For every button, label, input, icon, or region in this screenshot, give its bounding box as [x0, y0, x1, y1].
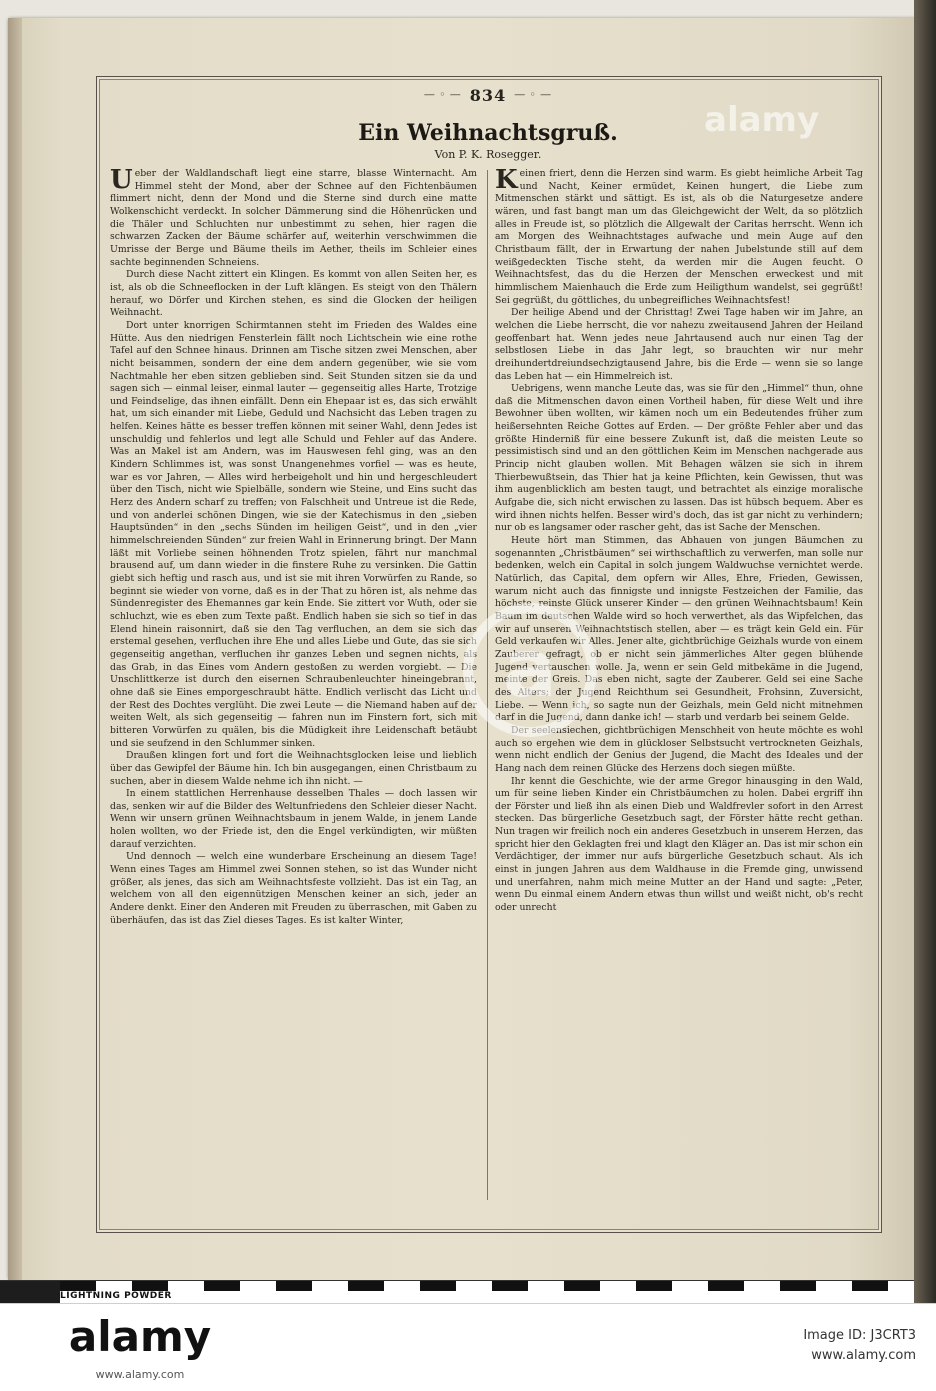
page-edge — [8, 18, 22, 1280]
watermark-letter: a — [503, 622, 557, 715]
paragraph: Dort unter knorrigen Schirmtannen steht im Frieden des Waldes eine Hütte. Aus den niedrigen Fensterlein fällt noch Lichtschein wie eine rothe Tafel auf den Schnee hinaus. Drinnen am Tische sitzen zwei Menschen, aber nicht beisammen, sondern der eine dem andern gegenüber, wie sie vom Nachtmahle her eben sitzen geblieben sind. Seit Stunden sitzen sie da und sagen sich — einmal leiser, einmal lauter — gegenseitig alles Harte, Trotzige und Feindselige, das ihnen einfällt. Denn ein Ehepaar ist es, das sich erwählt hat, um sich einander mit Liebe, Geduld und Nachsicht das Leben tragen zu helfen. Keines hätte es besser treffen können mit seiner Wahl, denn Jedes ist unschuldig und fehlerlos und legt alle Schuld und Fehler auf das Andere. Was an Makel ist am Andern, was im Hauswesen fehl ging, was an den Kindern Schlimmes ist, was sonst Unangenehmes vorfiel — was es heute, war es vor Jahren, — Alles wird herbeigeholt und hin und hergeschleudert über den Tisch, nicht wie Spielbälle, sondern wie Steine, und Eins sucht das Herz des Andern scharf zu treffen; von Falschheit und Untreue ist die Rede, und von anderlei schönen Dingen, wie sie der Katechismus in den „sieben Hauptsünden“ in den „sechs Sünden im heiligen Geist“, und in den „vier himmelschreienden Sünden“ zur freien Wahl in Erinnerung bringt. Der Mann läßt mit Vorliebe seinen höhnenden Trotz spielen, fährt nur manchmal brausend auf, um dann wieder in die finstere Ruhe zu versinken. Die Gattin giebt sich heftig und rasch aus, und ist sie mit ihren Vorwürfen zu Rande, so beginnt sie wieder von vorne, daß es in der That zu hören ist, als nehme das Sündenregister des Ehemannes gar kein Ende. Sie zittert vor Wuth, oder sie schluchzt, wie es eben zum Texte paßt. Endlich haben sie sich so tief in das Elend hinein raisonnirt, daß sie den Tag verfluchen, an dem sie sich das erstemal gesehen, verfluchen ihre Ehe und alles Liebe und Gute, das sie sich gegenseitig angethan, verfluchen ihr ganzes Leben und segnen nichts, als das Grab, in das Eines vom Andern gestoßen zu werden vorgiebt. — Die Unschlittkerze ist durch den eisernen Schraubenleuchter hineingebrannt, ohne daß sie Eines emporgeschraubt hätte. Endlich verlischt das Licht und der Rest des Dochtes verglüht. Die zwei Leute — die Niemand haben auf der weiten Welt, als sich gegenseitig — fahren nun im Finstern fort, sich mit bitteren Vorwürfen zu quälen, bis die Müdigkeit ihre Leidenschaft betäubt und sie seufzend in den Schlummer sinken. — [110, 319, 477, 749]
paragraph: Heute hört man Stimmen, das Abhauen von jungen Bäumchen zu sogenannten „Christbäumen“ sei wirthschaftlich zu verwerfen, man solle nur bedenken, welch ein Capital in solch jungem Waldwuchse vernichtet werde. Natürlich, das Capital, dem opfern wir Alles, Ehre, Frieden, Gewissen, warum nicht auch das finnigste und innigste Festzeichen der Familie, das höchste, reinste Glück unserer Kinder — den grünen Weihnachtsbaum! Kein Baum im deutschen Walde wird so hoch verwerthet, als das Wipfelchen, das wir auf unseren Weihnachtstisch stellen, aber — es trägt kein Geld ein. Für Geld verkaufen wir Alles. Jener alte, gichtbrüchige Geizhals wurde von einem Zauberer gefragt, ob er nicht sein jämmerliches Alter gegen blühende Jugend vertauschen wolle. Ja, wenn er sein Geld mitbekäme in die Jugend, meinte der Greis. Das eben nicht, sagte der Zauberer. Geld sei eine Sache des Alters; der Jugend Reichthum sei Gesundheit, Frohsinn, Zuversicht, Liebe. — Wenn ich, so sagte nun der Geizhals, mein Geld nicht mitnehmen darf in die Jugend, dann danke ich! — starb und verdarb bei seinem Gelde. — [495, 535, 863, 724]
scale-bar-block — [0, 1281, 60, 1303]
watermark-top: alamy — [704, 100, 820, 140]
alamy-url: www.alamy.com — [95, 1368, 185, 1381]
paragraph: Und dennoch — welch eine wunderbare Erscheinung an diesem Tage! Wenn eines Tages am Himmel zwei Sonnen stehen, so ist das Wunder nicht größer, als jenes, das sich am Weihnachtsfeste vollzieht. Das ist ein Tag, an welchem von all den eigennützigen Menschen keiner an sich, jeder an Andere denkt. Einer den Anderen mit Freuden zu überraschen, mit Gaben zu überhäufen, das ist das Ziel dieses Tages. Es ist kalter Winter, — [110, 851, 477, 926]
footer-meta — [803, 1326, 916, 1366]
scale-bar-label: LIGHTNING POWDER — [60, 1291, 172, 1301]
scale-bar-ticks — [60, 1281, 914, 1291]
left-column — [110, 168, 477, 1208]
footer-url: www.alamy.com — [811, 1348, 916, 1363]
column-divider — [487, 170, 488, 1200]
paragraph: Der seelensiechen, gichtbrüchigen Menschheit von heute möchte es wohl auch so ergehen wie dem in glückloser Selbstsucht vertrockneten Geizhals, wenn nicht endlich der Genius der Jugend, die Macht des Ideales und der Hang nach dem reinen Glücke des Herzens doch siegen müßte. — [495, 724, 863, 774]
paragraph: In einem stattlichen Herrenhause desselben Thales — doch lassen wir das, senken wir auf die Bilder des Weltunfriedens den Schleier dieser Nacht. Wenn wir unsern grünen Weihnachtsbaum in jenem Walde, in jenem Lande holen wollten, wo der Friede ist, den die Engel verkündigten, wir müßten darauf verzichten. — [110, 788, 477, 850]
paragraph: Uebrigens, wenn manche Leute das, was sie für den „Himmel“ thun, ohne daß die Mitmenschen davon einen Vortheil haben, für diese Welt und ihre Bewohner üben wollten, wir kämen noch um ein Bedeutendes früher zum heißersehnten Reiche Gottes auf Erden. — Der größte Fehler aber und das größte Hinderniß für eine bessere Zukunft ist, daß die meisten Leute so pessimistisch sind und an den göttlichen Keim im Menschen nachgerade aus Princip nicht glauben wollen. Mit Behagen wälzen sie sich in ihrem Thierbewußtsein, das Thier hat ja keine Pflichten, kein Gewissen, thut was ihm augenblicklich am besten taugt, und betrachtet als einzige moralische Aufgabe die, sich nicht erwischen zu lassen. Das ist hübsch bequem. Aber es wird ihnen nichts helfen. Besser wird's doch, das ist gar nicht zu verhindern; nur ob es langsamer oder rascher geht, das ist Sache der Menschen. — [495, 383, 863, 534]
paragraph: Ihr kennt die Geschichte, wie der arme Gregor hinausging in den Wald, um für seine lieben Kinder ein Christbäumchen zu holen. Dabei ergriff ihn der Förster und ließ ihn als einen Dieb und Waldfrevler sofort in den Arrest stecken. Das bürgerliche Gesetzbuch sagt, der Förster hätte recht gethan. Nun tragen wir freilich noch ein anderes Gesetzbuch in unserem Herzen, das spricht hier den Geklagten frei und klagt den Kläger an. Das ist mir schon ein Verdächtiger, der immer nur aufs bürgerliche Gesetzbuch schaut. Als ich einst in jungen Jahren aus dem Waldhause in die Fremde ging, unwissend und unerfahren, nahm mich meine Mutter an der Hand und sagte: „Peter, wenn Du einmal einem Andern etwas thun willst und weißt nicht, ob's recht oder unrecht — [495, 775, 863, 914]
paragraph: Keinen friert, denn die Herzen sind warm. Es giebt heimliche Arbeit Tag und Nacht, Keiner ermüdet, Keinen hungert, die Liebe zum Mitmenschen stärkt und sättigt. Es ist, als ob die Naturgesetze andere wären, und fast bangt man um das Gleichgewicht der Welt, da so plötzlich alles in Freude ist, so plötzlich die Allgewalt der Caritas herrscht. Wenn ich am Morgen des Weihnachtstages aufwache und mein Auge auf den Christbaum fällt, der in Erwartung der nahen Jubelstunde still auf dem weißgedeckten Tische steht, da werden mir die Augen feucht. O Weihnachtsfest, das du die Herzen der Menschen erweckest und mit himmlischem Maienhauch die Erde zum Heiligthum wandelst, sei gegrüßt! Sei gegrüßt, du göttliches, du unbegreifliches Weihnachtsfest! — [495, 168, 863, 306]
footer-band — [0, 1303, 936, 1391]
scale-bar — [0, 1280, 914, 1303]
paragraph: Ueber der Waldlandschaft liegt eine starre, blasse Winternacht. Am Himmel steht der Mond, aber der Schnee auf den Fichtenbäumen flimmert nicht, denn der Mond und die Sterne sind durch eine matte Wolkenschicht verdeckt. In solcher Dämmerung sind die Höhenrücken und die Thäler und Schluchten nur unbestimmt zu sehen, hier ragen die schwarzen Zacken der Bäume schärfer auf, weiterhin verschwimmen die Umrisse der Berge und Bäume theils im Aether, theils im Schleier eines sachte beginnenden Schneiens. — [110, 168, 477, 268]
article-title: Ein Weihnachtsgruß. — [358, 120, 618, 146]
article-byline: Von P. K. Rosegger. — [434, 148, 542, 161]
image-id: Image ID: J3CRT3 — [803, 1328, 916, 1343]
paragraph: Durch diese Nacht zittert ein Klingen. Es kommt von allen Seiten her, es ist, als ob die Schneeflocken in der Luft klängen. Es steigt von den Thälern herauf, wo Dörfer und Kirchen stehen, es sind die Glocken der heiligen Weihnacht. — [110, 269, 477, 319]
right-column — [495, 168, 863, 1208]
page-number: — ◦ — 834 — ◦ — — [416, 86, 560, 105]
paragraph: Draußen klingen fort und fort die Weihnachtsglocken leise und lieblich über das Gewipfel der Bäume hin. Ich bin ausgegangen, einen Christbaum zu suchen, aber in diesem Walde nehme ich ihn nicht. — — [110, 750, 477, 787]
alamy-logo: alamy — [68, 1312, 212, 1361]
paragraph: Der heilige Abend und der Christtag! Zwei Tage haben wir im Jahre, an welchen die Liebe herrscht, die vor nahezu zweitausend Jahren der Heiland geoffenbart hat. Wenn jedes neue Jahrtausend auch nur einen Tag der selbstlosen Liebe in das Jahr legt, so brauchten wir nur mehr dreihundertdreiundsechzigtausend Jahre, bis die Erde — wenn sie so lange das Leben hat — ein Himmelreich ist. — [495, 307, 863, 382]
book-spine — [914, 0, 936, 1303]
